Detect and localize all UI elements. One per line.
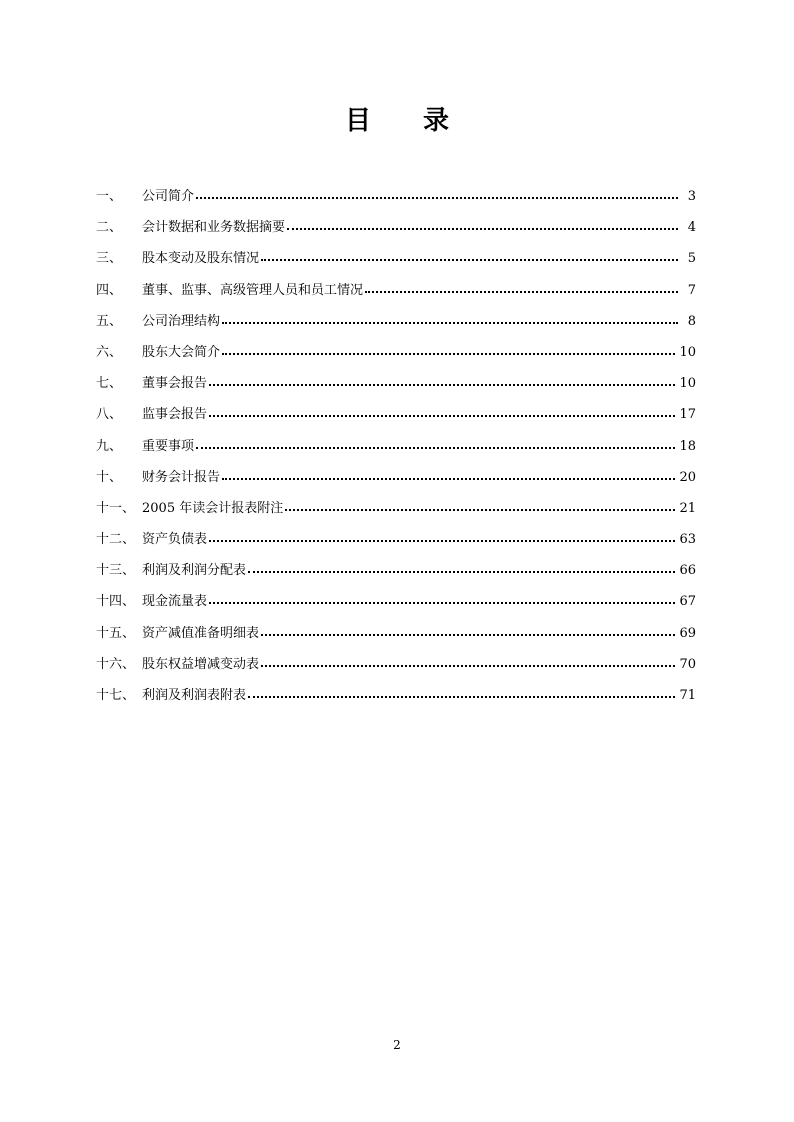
toc-dot-leader bbox=[209, 586, 675, 617]
toc-entry-label: 财务会计报告 bbox=[142, 469, 221, 485]
toc-entry-12[interactable] bbox=[96, 524, 696, 555]
toc-entry-page: 10 bbox=[679, 344, 696, 360]
toc-dot-leader bbox=[261, 243, 678, 274]
toc-entry-label: 会计数据和业务数据摘要 bbox=[142, 220, 286, 236]
table-of-contents bbox=[96, 181, 696, 711]
toc-dot-leader bbox=[287, 212, 678, 243]
toc-entry-page: 5 bbox=[687, 251, 696, 267]
toc-entry-page: 67 bbox=[679, 594, 696, 610]
toc-entry-page: 3 bbox=[687, 189, 696, 204]
toc-entry-page: 69 bbox=[679, 625, 696, 641]
toc-entry-15[interactable] bbox=[96, 618, 696, 649]
toc-entry-label: 股东权益增减变动表 bbox=[142, 656, 260, 672]
toc-entry-number: 十六、 bbox=[96, 656, 136, 672]
toc-entry-label: 公司治理结构 bbox=[142, 313, 221, 329]
title-char-2: 录 bbox=[423, 105, 450, 136]
toc-entry-number: 十、 bbox=[96, 469, 123, 485]
toc-entry-6[interactable] bbox=[96, 337, 696, 368]
toc-entry-13[interactable] bbox=[96, 555, 696, 586]
toc-entry-7[interactable] bbox=[96, 368, 696, 399]
toc-entry-page: 21 bbox=[679, 500, 696, 516]
toc-dot-leader bbox=[222, 462, 675, 493]
toc-entry-label: 公司简介 bbox=[142, 189, 195, 204]
toc-entry-9[interactable] bbox=[96, 431, 696, 462]
toc-entry-page: 4 bbox=[687, 220, 696, 236]
toc-dot-leader bbox=[222, 306, 678, 337]
toc-entry-label: 重要事项 bbox=[142, 438, 195, 454]
toc-entry-number: 六、 bbox=[96, 344, 123, 360]
toc-entry-number: 二、 bbox=[96, 220, 123, 236]
toc-dot-leader bbox=[209, 368, 675, 399]
toc-entry-number: 一、 bbox=[96, 189, 123, 204]
toc-dot-leader bbox=[365, 275, 678, 306]
toc-entry-number: 七、 bbox=[96, 376, 123, 392]
toc-entry-number: 九、 bbox=[96, 438, 123, 454]
toc-entry-number: 十七、 bbox=[96, 688, 136, 703]
toc-entry-label: 董事、监事、高级管理人员和员工情况 bbox=[142, 282, 364, 298]
toc-dot-leader bbox=[261, 618, 675, 649]
toc-entry-number: 十三、 bbox=[96, 563, 136, 579]
toc-entry-10[interactable] bbox=[96, 462, 696, 493]
toc-entry-5[interactable] bbox=[96, 306, 696, 337]
toc-entry-label: 监事会报告 bbox=[142, 407, 208, 423]
toc-entry-14[interactable] bbox=[96, 586, 696, 617]
toc-entry-17[interactable] bbox=[96, 680, 696, 711]
toc-entry-1[interactable] bbox=[96, 181, 696, 212]
toc-entry-page: 7 bbox=[687, 282, 696, 298]
toc-entry-label: 董事会报告 bbox=[142, 376, 208, 392]
toc-entry-8[interactable] bbox=[96, 399, 696, 430]
toc-entry-number: 五、 bbox=[96, 313, 123, 329]
toc-entry-page: 17 bbox=[679, 407, 696, 423]
toc-entry-number: 三、 bbox=[96, 251, 123, 267]
toc-entry-label: 利润及利润表附表 bbox=[142, 688, 247, 703]
toc-entry-page: 20 bbox=[679, 469, 696, 485]
page-number: 2 bbox=[393, 1038, 401, 1052]
toc-entry-number: 八、 bbox=[96, 407, 123, 423]
toc-entry-page: 18 bbox=[679, 438, 696, 454]
toc-entry-label: 现金流量表 bbox=[142, 594, 208, 610]
toc-dot-leader bbox=[248, 555, 675, 586]
title-char-1: 目 bbox=[344, 105, 371, 136]
toc-entry-number: 十二、 bbox=[96, 532, 136, 548]
toc-entry-3[interactable] bbox=[96, 243, 696, 274]
toc-entry-4[interactable] bbox=[96, 275, 696, 306]
toc-dot-leader bbox=[196, 181, 678, 212]
toc-entry-number: 四、 bbox=[96, 282, 123, 298]
toc-entry-label: 资产负债表 bbox=[142, 532, 208, 548]
toc-dot-leader bbox=[196, 431, 675, 462]
toc-dot-leader bbox=[209, 399, 675, 430]
toc-entry-label: 利润及利润分配表 bbox=[142, 563, 247, 579]
toc-entry-16[interactable] bbox=[96, 649, 696, 680]
toc-dot-leader bbox=[248, 680, 675, 711]
toc-entry-number: 十五、 bbox=[96, 625, 136, 641]
toc-entry-number: 十四、 bbox=[96, 594, 136, 610]
toc-entry-page: 63 bbox=[679, 532, 696, 548]
toc-entry-number: 十一、 bbox=[96, 500, 136, 516]
toc-entry-page: 8 bbox=[687, 313, 696, 329]
toc-dot-leader bbox=[209, 524, 675, 555]
toc-entry-page: 10 bbox=[679, 376, 696, 392]
toc-dot-leader bbox=[285, 493, 675, 524]
toc-entry-11[interactable] bbox=[96, 493, 696, 524]
toc-dot-leader bbox=[261, 649, 675, 680]
toc-entry-2[interactable] bbox=[96, 212, 696, 243]
toc-entry-label: 股东大会简介 bbox=[142, 344, 221, 360]
toc-dot-leader bbox=[222, 337, 675, 368]
toc-entry-label: 2005 年读会计报表附注 bbox=[142, 500, 284, 516]
toc-entry-label: 股本变动及股东情况 bbox=[142, 251, 260, 267]
toc-entry-page: 71 bbox=[679, 688, 696, 703]
toc-entry-label: 资产减值准备明细表 bbox=[142, 625, 260, 641]
toc-entry-page: 66 bbox=[679, 563, 696, 579]
page-title bbox=[0, 100, 794, 136]
toc-entry-page: 70 bbox=[679, 656, 696, 672]
